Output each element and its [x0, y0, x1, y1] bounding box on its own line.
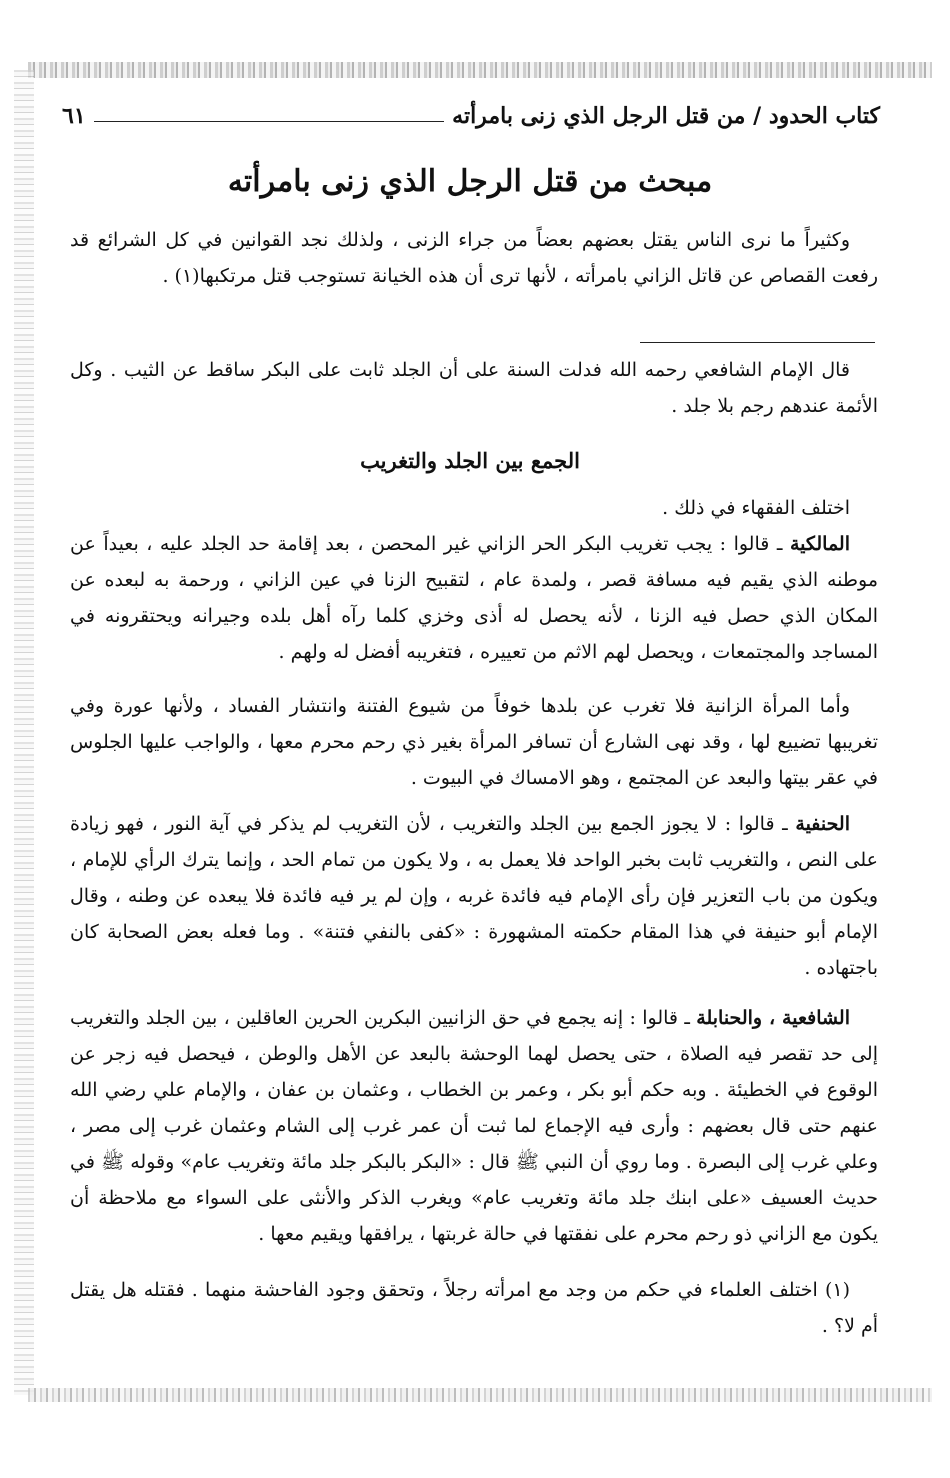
footnote: (١) اختلف العلماء في حكم من وجد مع امرأته رجلاً ، وتحقق وجود الفاحشة منهما . فقتله هل يقتل أم لا؟ .	[70, 1279, 878, 1337]
page-border-left	[14, 70, 34, 1395]
woman-paragraph: وأما المرأة الزانية فلا تغرب عن بلدها خوفاً من شيوع الفتنة وانتشار الفساد ، ولأنها عورة وفي تغريبها تضييع لها ، وقد نهى الشارع أن تسافر المرأة بغير ذي رحم محرم معها ، والواجب عليها الجلوس في عقر بيتها والبعد عن المجتمع ، وهو الامساك في البيوت .	[70, 695, 878, 789]
hanafiyya-text: ـ قالوا : لا يجوز الجمع بين الجلد والتغريب ، لأن التغريب لم يذكر في آية النور ، فهو زيادة على النص ، والتغريب ثابت بخبر الواحد فلا يعمل به ، ولا يكون من تمام الحد ، وإنما يترك الرأي للإمام ، ويكون من باب التعزير فإن رأى الإمام فيه فائدة غربه ، وإن لم ير فيه فائدة فلا يبعده عن وطنه ، وقال الإمام أبو حنيفة في هذا المقام حكمته المشهورة : «كفى بالنفي فتنة» . وما فعله بعض الصحابة كان باجتهاده .	[70, 813, 878, 979]
malikiyya-paragraph	[70, 526, 878, 670]
page-header	[62, 100, 880, 132]
shafiiyya-label: الشافعية ، والحنابلة	[696, 1007, 850, 1029]
shafiiyya-text: ـ قالوا : إنه يجمع في حق الزانيين البكرين الحرين العاقلين ، بين الجلد والتغريب إلى حد تقصر فيه الصلاة ، حتى يحصل لهما الوحشة بالبعد عن الأهل والوطن ، فيحصل فيه زجر عن الوقوع في الخطيئة . وبه حكم أبو بكر ، وعمر بن الخطاب ، وعثمان بن عفان ، والإمام علي رضي الله عنهم حتى قال بعضهم : وأرى فيه الإجماع لما ثبت أن عمر غرب إلى الشام وعثمان غرب إلى مصر ، وعلي غرب إلى البصرة . وما روي أن النبي ﷺ قال : «البكر بالبكر جلد مائة وتغريب عام» وقوله ﷺ في حديث العسيف «على ابنك جلد مائة وتغريب عام» ويغرب الذكر والأنثى على السواء مع ملاحظة أن يكون مع الزاني ذو رحم محرم على نفقتها في حالة غربتها ، يرافقها ويقيم معها .	[70, 1007, 878, 1245]
shafii-paragraph: قال الإمام الشافعي رحمه الله فدلت السنة على أن الجلد ثابت على البكر ساقط عن الثيب . وكل الأئمة عندهم رجم بلا جلد .	[70, 359, 878, 417]
page-border-top	[28, 62, 932, 78]
section-title: مبحث من قتل الرجل الذي زنى بامرأته	[227, 164, 713, 199]
malikiyya-label: المالكية	[789, 533, 850, 555]
page-number: ٦١	[62, 103, 86, 129]
running-title: كتاب الحدود / من قتل الرجل الذي زنى بامرأته	[452, 103, 880, 129]
shafiiyya-paragraph	[70, 1000, 878, 1252]
intro-paragraph: وكثيراً ما نرى الناس يقتل بعضهم بعضاً من جراء الزنى ، ولذلك نجد القوانين في كل الشرائع قد رفعت القصاص عن قاتل الزاني بامرأته ، لأنها ترى أن هذه الخيانة تستوجب قتل مرتكبها(١) .	[70, 229, 878, 287]
subsection-title: الجمع بين الجلد والتغريب	[360, 448, 580, 473]
hanafiyya-paragraph	[70, 806, 878, 986]
hanafiyya-label: الحنفية	[795, 813, 850, 835]
malikiyya-text: ـ قالوا : يجب تغريب البكر الحر الزاني غير المحصن ، بعد إقامة حد الجلد عليه ، بعيداً عن موطنه الذي يقيم فيه مسافة قصر ، ولمدة عام ، لتقبيح الزنا في عين الزاني ، ورحمة به لبعده عن المكان الذي حصل فيه الزنا ، لأنه يحصل له أذى وخزي كلما رآه أهل بلده وجيرانه ويحتقرونه في المساجد والمجتمعات ، ويحصل لهم الاثم من تعييره ، فتغريبه أفضل له ولهم .	[70, 533, 878, 663]
ikhtalaf-paragraph: اختلف الفقهاء في ذلك .	[662, 497, 850, 519]
header-rule	[94, 121, 445, 122]
footnote-separator	[640, 342, 875, 343]
page-border-bottom	[28, 1388, 932, 1402]
